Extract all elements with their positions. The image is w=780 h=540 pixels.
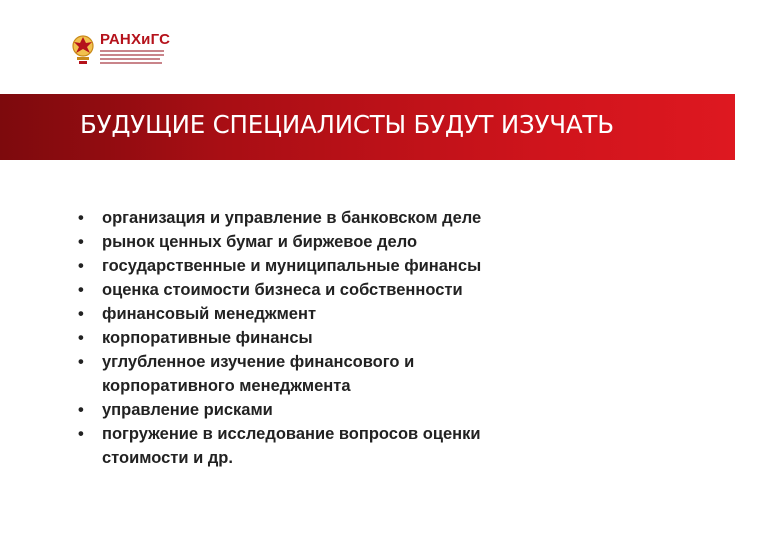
list-item bbox=[76, 206, 636, 230]
list-item-text: погружение в исследование вопросов оценки bbox=[102, 425, 481, 443]
page-title: БУДУЩИЕ СПЕЦИАЛИСТЫ БУДУТ ИЗУЧАТЬ bbox=[80, 110, 614, 139]
list-item bbox=[76, 302, 636, 326]
list-item-text: государственные и муниципальные финансы bbox=[102, 257, 482, 275]
list-item bbox=[76, 326, 636, 350]
list-item bbox=[76, 254, 636, 278]
list-item-text: корпоративные финансы bbox=[102, 329, 313, 347]
list-item bbox=[76, 422, 636, 470]
list-item-text: углубленное изучение финансового и bbox=[102, 353, 415, 371]
list-item-text: управление рисками bbox=[102, 401, 273, 419]
bullet-icon: • bbox=[78, 305, 84, 323]
list-item-text: стоимости и др. bbox=[102, 449, 233, 467]
logo-text-block bbox=[100, 32, 170, 64]
list-item bbox=[76, 230, 636, 254]
ranepa-logo bbox=[70, 28, 170, 68]
topic-list bbox=[76, 206, 636, 470]
list-item bbox=[76, 350, 636, 398]
logo-subtitle-lines bbox=[100, 50, 170, 64]
bullet-icon: • bbox=[78, 257, 84, 275]
list-item bbox=[76, 278, 636, 302]
list-item-text: финансовый менеджмент bbox=[102, 305, 317, 323]
bullet-icon: • bbox=[78, 209, 84, 227]
list-item-text: оценка стоимости бизнеса и собственности bbox=[102, 281, 463, 299]
bullet-icon: • bbox=[78, 329, 84, 347]
title-banner bbox=[0, 94, 735, 160]
list-item bbox=[76, 398, 636, 422]
bullet-icon: • bbox=[78, 425, 84, 443]
bullet-icon: • bbox=[78, 233, 84, 251]
list-item-text: корпоративного менеджмента bbox=[102, 377, 351, 395]
eagle-emblem-icon bbox=[70, 28, 96, 68]
logo-name: РАНХиГС bbox=[100, 31, 171, 48]
bullet-icon: • bbox=[78, 401, 84, 419]
bullet-icon: • bbox=[78, 281, 84, 299]
list-item-text: организация и управление в банковском деле bbox=[102, 209, 482, 227]
list-item-text: рынок ценных бумаг и биржевое дело bbox=[102, 233, 418, 251]
bullet-icon: • bbox=[78, 353, 84, 371]
